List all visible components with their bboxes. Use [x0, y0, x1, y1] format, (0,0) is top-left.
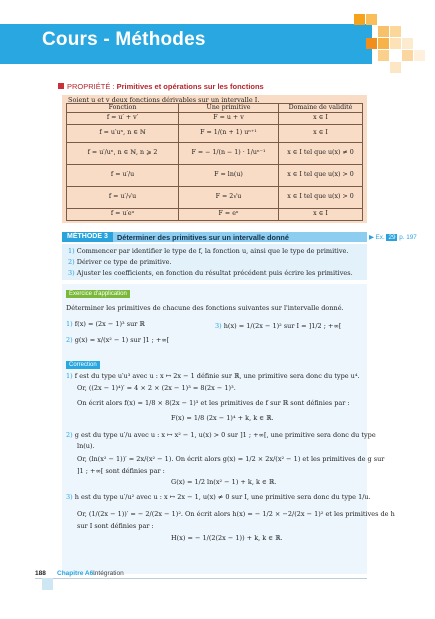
chapter-label: Chapitre A6. [57, 570, 96, 577]
item-text: g(x) = x/(x² − 1) sur ]1 ; +∞[ [74, 336, 170, 344]
correction-line [66, 493, 371, 501]
table-cell: f = u′uⁿ, n ∈ ℕ [67, 124, 179, 142]
item-number: 3) [215, 322, 222, 330]
property-intro: Soient u et v deux fonctions dérivables sur un intervalle I. [68, 96, 260, 104]
item-number: 2) [66, 336, 73, 344]
correction-text: f est du type u′u³ avec u : x ↦ 2x − 1 définie sur ℝ, une primitive sera donc du type u⁴. [74, 372, 360, 380]
table-cell: F = u + v [179, 112, 279, 124]
table-row [67, 112, 363, 124]
exercise-number: 29 [388, 234, 396, 241]
chapter-topic: Intégration [93, 570, 124, 577]
exercise-statement: Déterminer les primitives de chacune des fonctions suivantes sur l'intervalle donné. [66, 304, 344, 312]
footer-rule [35, 578, 367, 579]
correction-line [66, 431, 376, 439]
decor-square [390, 38, 401, 49]
decor-square [402, 38, 413, 49]
item-number: 2) [66, 431, 73, 439]
table-cell: x ∈ I tel que u(x) ≠ 0 [279, 142, 363, 164]
page-header [0, 0, 435, 72]
table-row [67, 124, 363, 142]
correction-formula: G(x) = 1/2 ln(x² − 1) + k, k ∈ ℝ. [171, 478, 277, 486]
step-number: 3) [68, 269, 75, 277]
exercise-reference[interactable] [369, 234, 417, 241]
property-prefix: PROPRIÉTÉ : [67, 82, 115, 91]
table-cell: F = eᵘ [179, 208, 279, 220]
table-cell: x ∈ I tel que u(x) > 0 [279, 164, 363, 186]
table-row [67, 208, 363, 220]
property-title: Primitives et opérations sur les fonctions [116, 82, 264, 91]
step-text: Ajuster les coefficients, en fonction du résultat précédent puis écrire les primitives. [76, 269, 353, 277]
method-step [68, 247, 348, 255]
step-number: 2) [68, 258, 75, 266]
correction-formula: H(x) = − 1/(2(2x − 1)) + k, k ∈ ℝ. [171, 534, 283, 542]
decor-square [378, 50, 389, 61]
method-title: Déterminer des primitives sur un intervalle donné [117, 233, 289, 242]
correction-line [66, 372, 360, 380]
correction-line: sur I sont définies par : [77, 522, 154, 530]
correction-formula: F(x) = 1/8 (2x − 1)⁴ + k, k ∈ ℝ. [171, 414, 274, 422]
footer-tab [42, 578, 53, 590]
decor-square [390, 26, 401, 37]
exercise-item [66, 336, 169, 344]
decor-square [390, 62, 401, 73]
correction-line: Or, ((2x − 1)⁴)′ = 4 × 2 × (2x − 1)³ = 8(2x − 1)³. [77, 384, 236, 392]
step-text: Dériver ce type de primitive. [76, 258, 172, 266]
table-cell: x ∈ I [279, 124, 363, 142]
item-number: 1) [66, 372, 73, 380]
decor-square [366, 38, 377, 49]
table-cell: f = u′/uⁿ, n ∈ ℕ, n ⩾ 2 [67, 142, 179, 164]
decor-square [378, 26, 389, 37]
item-text: f(x) = (2x − 1)³ sur ℝ [74, 320, 145, 328]
table-cell: F = 2√u [179, 186, 279, 208]
column-header: Une primitive [179, 104, 279, 113]
column-header: Fonction [67, 104, 179, 113]
correction-line: Or, (1/(2x − 1))′ = − 2/(2x − 1)². On écrit alors h(x) = − 1/2 × −2/(2x − 1)² et les primitives de h [77, 510, 395, 518]
correction-line: Or, (ln(x² − 1))′ = 2x/(x² − 1). On écrit alors g(x) = 1/2 × 2x/(x² − 1) et les primitives de g sur [77, 455, 385, 463]
step-text: Commencer par identifier le type de f, la fonction u, ainsi que le type de primitive. [76, 247, 349, 255]
correction-badge: Correction [66, 361, 100, 369]
decor-square [378, 38, 389, 49]
square-bullet-icon [58, 83, 64, 89]
table-cell: f = u′ + v′ [67, 112, 179, 124]
decor-square [402, 50, 413, 61]
decor-square [354, 14, 365, 25]
table-cell: x ∈ I tel que u(x) > 0 [279, 186, 363, 208]
exercise-badge: Exercice d'application [66, 290, 130, 298]
page-number: 188 [35, 570, 46, 577]
step-number: 1) [68, 247, 75, 255]
correction-text: g est du type u′/u avec u : x ↦ x² − 1, u(x) > 0 sur ]1 ; +∞[, une primitive sera donc du type [74, 431, 376, 439]
table-cell: f = u′/√u [67, 186, 179, 208]
table-row [67, 142, 363, 164]
table-cell: F = − 1/(n − 1) · 1/uⁿ⁻¹ [179, 142, 279, 164]
item-number: 3) [66, 493, 73, 501]
item-number: 1) [66, 320, 73, 328]
table-cell: F = 1/(n + 1) uⁿ⁺¹ [179, 124, 279, 142]
method-label: MÉTHODE 3 [62, 232, 113, 242]
page-title: Cours - Méthodes [42, 29, 206, 50]
item-text: h(x) = 1/(2x − 1)² sur I = ]1/2 ; +∞[ [223, 322, 342, 330]
correction-line: ln(u). [77, 442, 95, 450]
correction-line: On écrit alors f(x) = 1/8 × 8(2x − 1)³ et les primitives de f sur ℝ sont définies par : [77, 399, 350, 407]
table-cell: F = ln(u) [179, 164, 279, 186]
column-header: Domaine de validité [279, 104, 363, 113]
property-heading [58, 82, 264, 91]
correction-line: ]1 ; +∞[ sont définies par : [77, 467, 165, 475]
primitives-table [66, 103, 363, 221]
method-step [68, 258, 172, 266]
table-cell: x ∈ I [279, 112, 363, 124]
decor-square [366, 14, 377, 25]
exercise-page: p. 197 [399, 234, 417, 241]
table-row [67, 186, 363, 208]
table-cell: f = u′/u [67, 164, 179, 186]
exercise-ref-prefix: ▶ Ex. [369, 234, 385, 241]
exercise-item [66, 320, 145, 328]
method-step [68, 269, 353, 277]
table-cell: x ∈ I [279, 208, 363, 220]
table-row [67, 164, 363, 186]
correction-text: h est du type u′/u² avec u : x ↦ 2x − 1, u(x) ≠ 0 sur I, une primitive sera donc du type 1/u. [74, 493, 371, 501]
decor-square [414, 50, 425, 61]
exercise-item [215, 322, 341, 330]
table-cell: f = u′eᵘ [67, 208, 179, 220]
